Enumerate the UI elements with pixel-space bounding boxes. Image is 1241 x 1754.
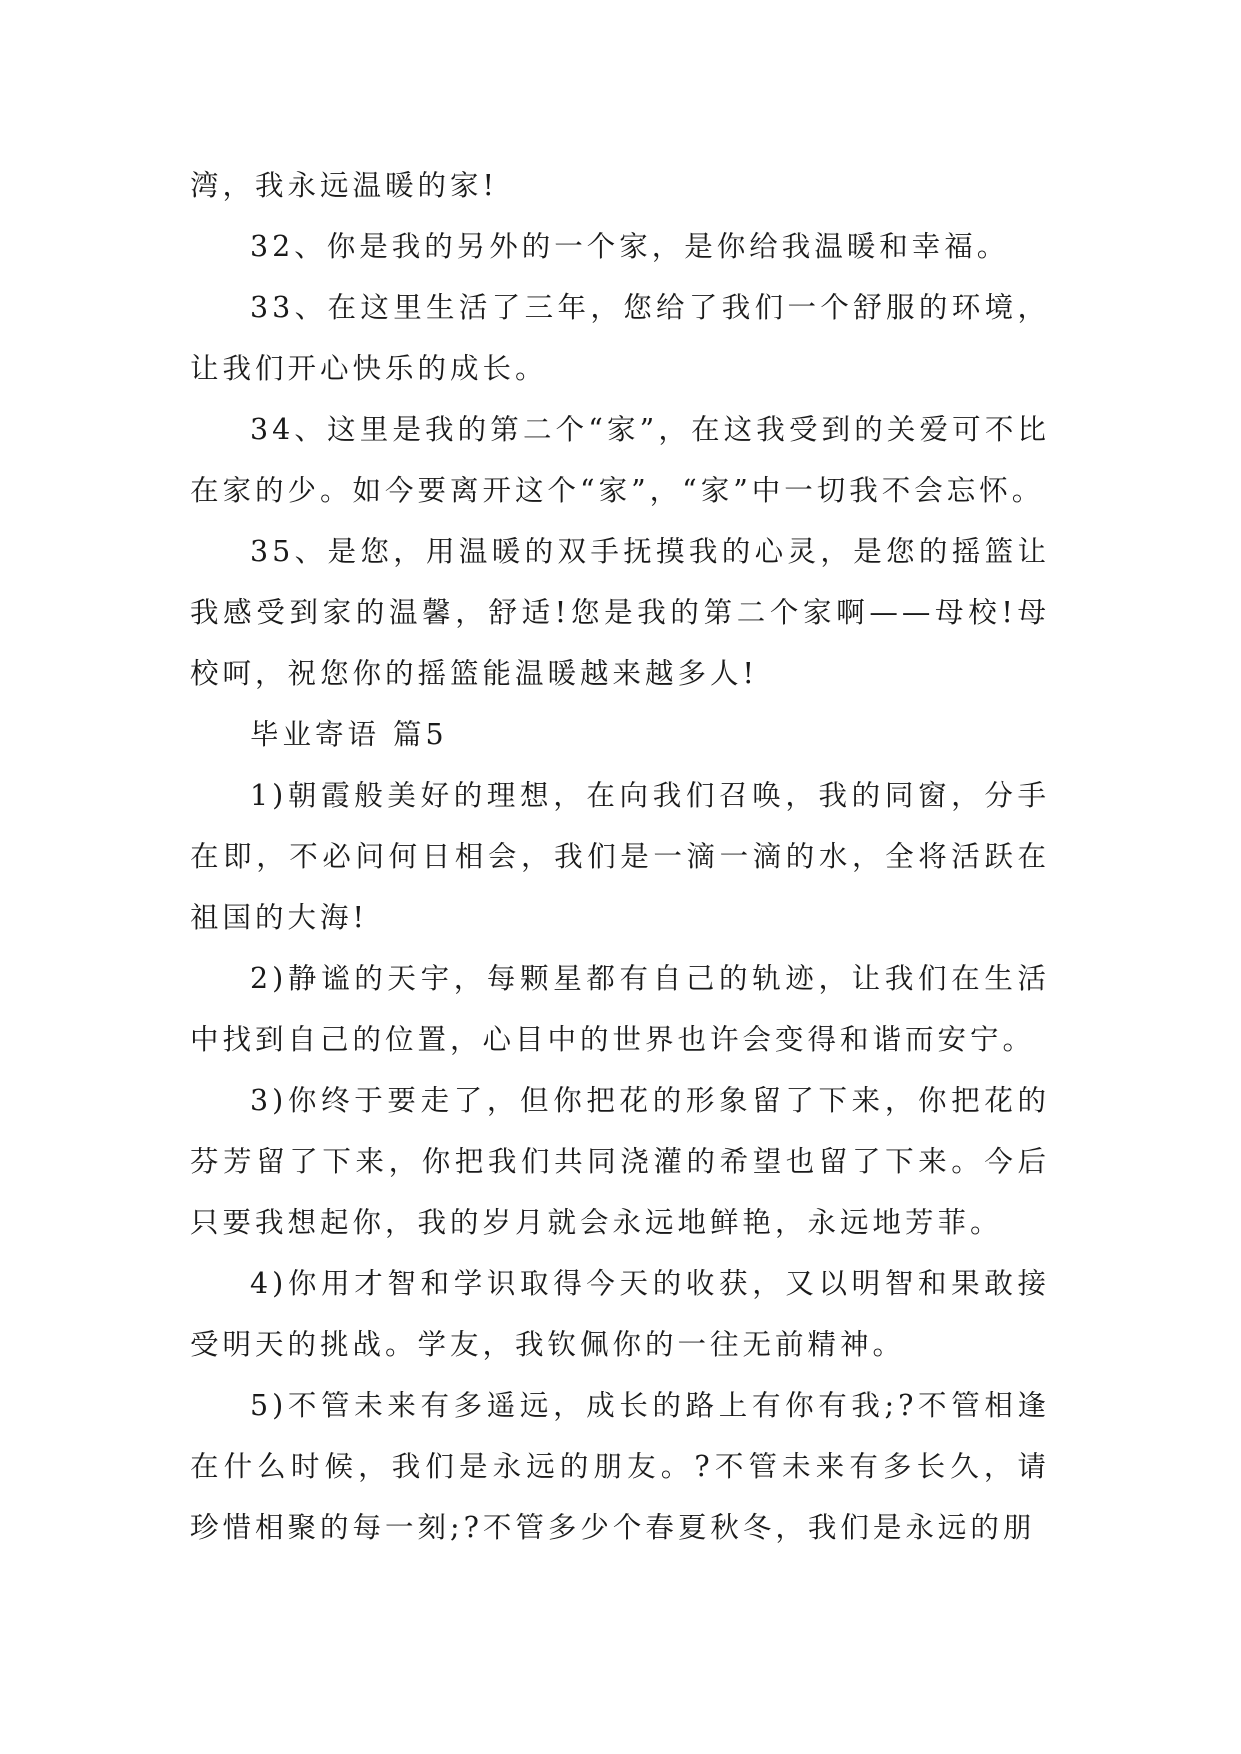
paragraph-item-1: 1)朝霞般美好的理想，在向我们召唤，我的同窗，分手在即，不必问何日相会，我们是一滴一滴的水，全将活跃在祖国的大海! bbox=[190, 779, 1050, 934]
paragraph-item-3: 3)你终于要走了，但你把花的形象留了下来，你把花的芬芳留了下来，你把我们共同浇灌的希望也留了下来。今后只要我想起你，我的岁月就会永远地鲜艳，永远地芳菲。 bbox=[190, 1084, 1050, 1239]
paragraph-continuation: 湾，我永远温暖的家! bbox=[190, 169, 498, 202]
section-heading: 毕业寄语 篇5 bbox=[250, 718, 448, 751]
paragraph-34: 34、这里是我的第二个“家”，在这我受到的关爱可不比在家的少。如今要离开这个“家”，“家”中一切我不会忘怀。 bbox=[190, 413, 1050, 507]
document-body bbox=[190, 155, 1050, 1558]
paragraph-item-2: 2)静谧的天宇，每颗星都有自己的轨迹，让我们在生活中找到自己的位置，心目中的世界也许会变得和谐而安宁。 bbox=[190, 962, 1050, 1056]
paragraph-32: 32、你是我的另外的一个家，是你给我温暖和幸福。 bbox=[250, 230, 1010, 263]
paragraph-item-4: 4)你用才智和学识取得今天的收获，又以明智和果敢接受明天的挑战。学友，我钦佩你的一往无前精神。 bbox=[190, 1267, 1050, 1361]
paragraph-33: 33、在这里生活了三年，您给了我们一个舒服的环境，让我们开心快乐的成长。 bbox=[190, 291, 1050, 385]
paragraph-item-5: 5)不管未来有多遥远，成长的路上有你有我;?不管相逢在什么时候，我们是永远的朋友。?不管未来有多长久，请珍惜相聚的每一刻;?不管多少个春夏秋冬，我们是永远的朋 bbox=[190, 1389, 1050, 1544]
paragraph-35: 35、是您，用温暖的双手抚摸我的心灵，是您的摇篮让我感受到家的温馨，舒适!您是我的第二个家啊——母校!母校呵，祝您你的摇篮能温暖越来越多人! bbox=[190, 535, 1050, 690]
